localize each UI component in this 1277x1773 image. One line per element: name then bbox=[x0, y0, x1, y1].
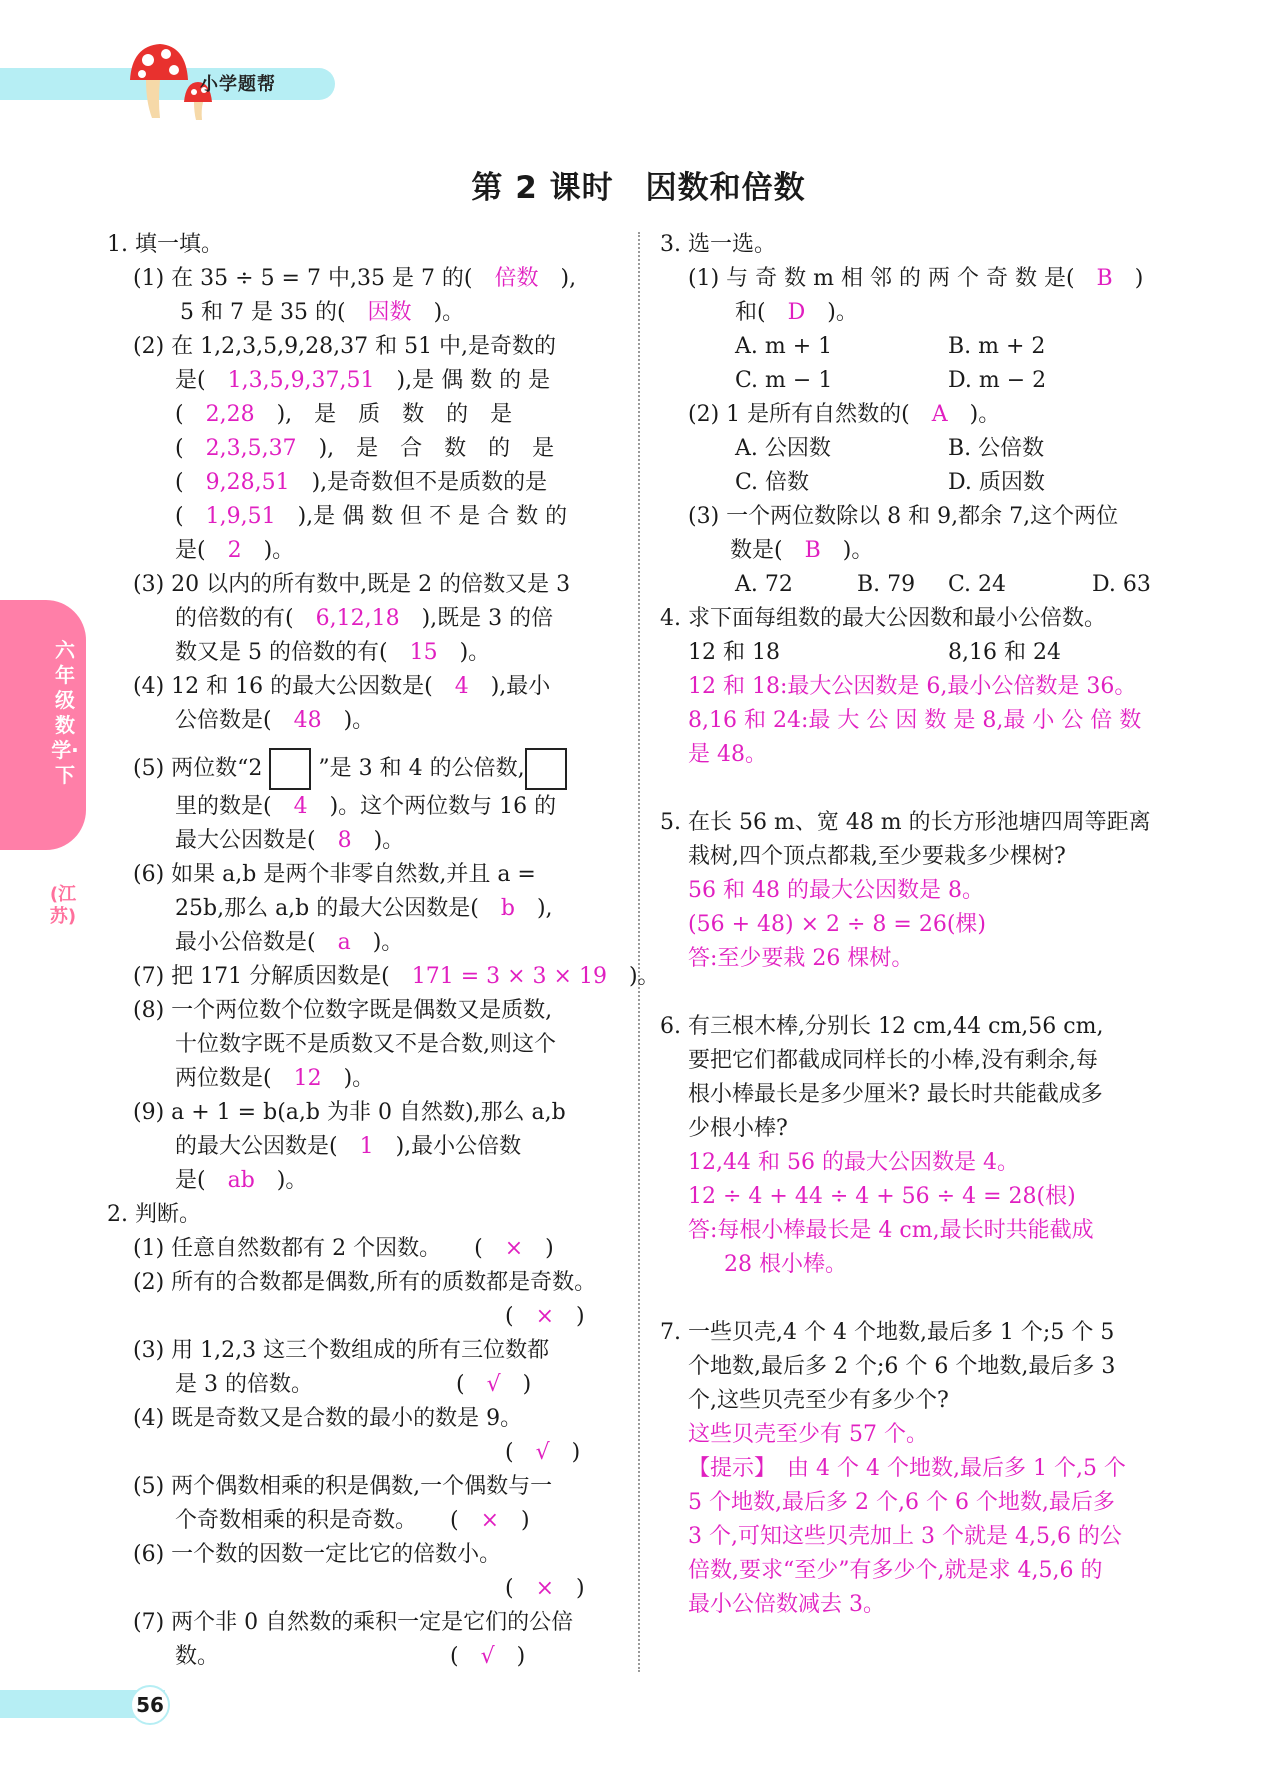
answer-text: B bbox=[1096, 266, 1113, 291]
text-line bbox=[175, 1132, 521, 1162]
question-text: 5. 在长 56 m、宽 48 m 的长方形池塘四周等距离 bbox=[660, 810, 1151, 835]
question-text: 两位数是( bbox=[175, 1066, 294, 1091]
question-text: 最小公倍数是( bbox=[175, 930, 338, 955]
text-line bbox=[688, 1114, 788, 1144]
answer-text: 12 bbox=[293, 1066, 322, 1091]
text-line bbox=[175, 1166, 307, 1196]
answer-text: 8 bbox=[337, 828, 352, 853]
question-text: 最大公因数是( bbox=[175, 828, 338, 853]
text-line bbox=[133, 1608, 573, 1638]
text-line bbox=[735, 570, 793, 600]
text-line bbox=[133, 962, 660, 992]
question-text: )。 bbox=[437, 640, 491, 665]
answer-text: 4 bbox=[454, 674, 469, 699]
answer-text: × bbox=[482, 1236, 546, 1261]
text-line bbox=[735, 332, 832, 362]
text-line bbox=[133, 1472, 552, 1502]
question-text: 里的数是( bbox=[175, 794, 294, 819]
answer-text: A bbox=[931, 402, 948, 427]
text-line bbox=[660, 230, 776, 260]
question-text: ( bbox=[505, 1304, 514, 1329]
answer-text: 6,12,18 bbox=[315, 606, 400, 631]
text-line bbox=[133, 1404, 522, 1434]
answer-text: 最小公倍数减去 3。 bbox=[688, 1592, 885, 1617]
answer-text: 12 和 18:最大公因数是 6,最小公倍数是 36。 bbox=[688, 674, 1137, 699]
question-text: B. m + 2 bbox=[948, 334, 1046, 359]
answer-text: 5 个地数,最后多 2 个,6 个 6 个地数,最后多 bbox=[688, 1490, 1115, 1515]
question-text: 数是( bbox=[730, 538, 805, 563]
text-line bbox=[505, 1302, 585, 1332]
answer-text: √ bbox=[464, 1372, 523, 1397]
text-line bbox=[688, 1386, 949, 1416]
text-line bbox=[948, 468, 1045, 498]
answer-text: 4 bbox=[293, 794, 308, 819]
text-line bbox=[133, 748, 567, 790]
answer-text: 28 根小棒。 bbox=[724, 1252, 847, 1277]
text-line bbox=[175, 826, 404, 856]
text-line bbox=[688, 1590, 885, 1620]
question-text: ), bbox=[514, 896, 553, 921]
answer-text: 15 bbox=[409, 640, 438, 665]
text-line bbox=[688, 638, 780, 668]
text-line bbox=[175, 638, 490, 668]
question-text: ( bbox=[175, 436, 206, 461]
answer-text: 倍数,要求“至少”有多少个,就是求 4,5,6 的 bbox=[688, 1558, 1103, 1583]
text-line bbox=[133, 1336, 549, 1366]
question-text: )。 bbox=[350, 930, 404, 955]
text-line bbox=[133, 860, 536, 890]
text-line bbox=[133, 672, 550, 702]
question-text: 个地数,最后多 2 个;6 个 6 个地数,最后多 3 bbox=[688, 1354, 1116, 1379]
question-text: 要把它们都截成同样长的小棒,没有剩余,每 bbox=[688, 1048, 1098, 1073]
answer-text: 倍数 bbox=[494, 266, 539, 291]
question-text: ) bbox=[576, 1576, 585, 1601]
question-text: ( bbox=[175, 504, 206, 529]
question-text: 1. 填一填。 bbox=[107, 232, 223, 257]
question-text: ),是 偶 数 的 是 bbox=[374, 368, 551, 393]
answer-text: × bbox=[513, 1304, 577, 1329]
answer-text: 1,3,5,9,37,51 bbox=[227, 368, 375, 393]
text-line bbox=[133, 1098, 566, 1128]
text-line bbox=[688, 1522, 1122, 1552]
question-text: 公倍数是( bbox=[175, 708, 294, 733]
text-line bbox=[175, 468, 547, 498]
text-line bbox=[688, 1556, 1102, 1586]
question-text: D. 63 bbox=[1092, 572, 1151, 597]
question-text: 是( bbox=[175, 1168, 228, 1193]
question-text: )。 bbox=[321, 708, 375, 733]
question-text: ),是奇数但不是质数的是 bbox=[289, 470, 548, 495]
answer-text: 3 个,可知这些贝壳加上 3 个就是 4,5,6 的公 bbox=[688, 1524, 1122, 1549]
text-line bbox=[688, 1148, 1019, 1178]
text-line bbox=[857, 570, 915, 600]
question-text: D. m − 2 bbox=[948, 368, 1047, 393]
text-line bbox=[505, 1438, 580, 1468]
text-line bbox=[133, 1268, 596, 1298]
text-line bbox=[660, 1012, 1103, 1042]
text-line bbox=[175, 434, 554, 464]
question-text: (4) 12 和 16 的最大公因数是( bbox=[133, 674, 455, 699]
question-text: ) bbox=[516, 1644, 526, 1669]
question-text: 个奇数相乘的积是奇数。 ( bbox=[175, 1508, 459, 1533]
question-text: C. 24 bbox=[948, 572, 1007, 597]
question-text: A. 公因数 bbox=[735, 436, 831, 461]
question-text: (3) 一个两位数除以 8 和 9,都余 7,这个两位 bbox=[688, 504, 1119, 529]
text-line bbox=[688, 1216, 1094, 1246]
question-text: 2. 判断。 bbox=[107, 1202, 201, 1227]
question-text: 的最大公因数是( bbox=[175, 1134, 360, 1159]
text-line bbox=[175, 536, 294, 566]
text-line bbox=[180, 298, 464, 328]
answer-text: 56 和 48 的最大公因数是 8。 bbox=[688, 878, 984, 903]
question-text: ) bbox=[545, 1236, 554, 1261]
answer-text: 12 ÷ 4 + 44 ÷ 4 + 56 ÷ 4 = 28(根) bbox=[688, 1184, 1076, 1209]
text-line bbox=[175, 1370, 531, 1400]
text-line bbox=[948, 434, 1044, 464]
column-divider bbox=[638, 232, 640, 1672]
answer-text: 因数 bbox=[367, 300, 412, 325]
question-text: (4) 既是奇数又是合数的最小的数是 9。 bbox=[133, 1406, 523, 1431]
text-line bbox=[948, 638, 1061, 668]
text-line bbox=[660, 604, 1106, 634]
text-line bbox=[735, 298, 858, 328]
question-text: ),是 偶 数 但 不 是 合 数 的 bbox=[275, 504, 568, 529]
question-text: ),最小公倍数 bbox=[373, 1134, 522, 1159]
text-line bbox=[107, 230, 223, 260]
text-line bbox=[688, 1352, 1115, 1382]
question-text: ”是 3 和 4 的公倍数, bbox=[311, 756, 525, 781]
answer-text: 这些贝壳至少有 57 个。 bbox=[688, 1422, 928, 1447]
text-line bbox=[735, 366, 832, 396]
answer-text: 8,16 和 24:最 大 公 因 数 是 8,最 小 公 倍 数 bbox=[688, 708, 1142, 733]
text-line bbox=[133, 332, 556, 362]
answer-box bbox=[269, 748, 311, 790]
question-text: (7) 把 171 分解质因数是( bbox=[133, 964, 412, 989]
question-text: )。这个两位数与 16 的 bbox=[307, 794, 557, 819]
question-text: (3) 20 以内的所有数中,既是 2 的倍数又是 3 bbox=[133, 572, 571, 597]
question-text: (8) 一个两位数个位数字既是偶数又是质数, bbox=[133, 998, 553, 1023]
question-text: A. 72 bbox=[735, 572, 793, 597]
answer-text: ab bbox=[227, 1168, 255, 1193]
answer-text: 2,28 bbox=[205, 402, 255, 427]
answer-text: 12,44 和 56 的最大公因数是 4。 bbox=[688, 1150, 1019, 1175]
text-line bbox=[688, 1080, 1103, 1110]
question-text: 根小棒最长是多少厘米? 最长时共能截成多 bbox=[688, 1082, 1103, 1107]
text-line bbox=[133, 264, 576, 294]
question-text: (9) a + 1 = b(a,b 为非 0 自然数),那么 a,b bbox=[133, 1100, 566, 1125]
text-line bbox=[688, 400, 1000, 430]
question-text: 25b,那么 a,b 的最大公因数是( bbox=[175, 896, 501, 921]
text-line bbox=[107, 1200, 201, 1230]
question-text: ) bbox=[576, 1304, 585, 1329]
text-line bbox=[688, 264, 1143, 294]
question-text: 是 3 的倍数。 ( bbox=[175, 1372, 465, 1397]
question-text: ) bbox=[571, 1440, 581, 1465]
question-text: (5) 两位数“2 bbox=[133, 756, 270, 781]
question-text: (1) 在 35 ÷ 5 = 7 中,35 是 7 的( bbox=[133, 266, 495, 291]
answer-text: × bbox=[513, 1576, 577, 1601]
text-line bbox=[660, 1318, 1114, 1348]
answer-text: √ bbox=[458, 1644, 517, 1669]
question-text: (1) 与 奇 数 m 相 邻 的 两 个 奇 数 是( bbox=[688, 266, 1097, 291]
question-text: ( bbox=[505, 1440, 514, 1465]
text-line bbox=[688, 876, 984, 906]
question-text: 是( bbox=[175, 538, 228, 563]
text-line bbox=[948, 332, 1045, 362]
question-text: (1) 任意自然数都有 2 个因数。 ( bbox=[133, 1236, 483, 1261]
answer-text: × bbox=[458, 1508, 522, 1533]
answer-text: b bbox=[500, 896, 515, 921]
question-text: C. 倍数 bbox=[735, 470, 810, 495]
answer-text: 2 bbox=[227, 538, 242, 563]
answer-text: 1 bbox=[359, 1134, 374, 1159]
question-text: (6) 如果 a,b 是两个非零自然数,并且 a = bbox=[133, 862, 536, 887]
question-text: )。 bbox=[820, 538, 874, 563]
text-line bbox=[175, 366, 550, 396]
answer-text: √ bbox=[513, 1440, 572, 1465]
question-text: ) bbox=[1112, 266, 1144, 291]
text-line bbox=[175, 706, 374, 736]
question-text: 个,这些贝壳至少有多少个? bbox=[688, 1388, 949, 1413]
text-line bbox=[133, 1234, 554, 1264]
text-line bbox=[175, 792, 556, 822]
answer-text: 2,3,5,37 bbox=[205, 436, 297, 461]
text-line bbox=[175, 1642, 525, 1672]
text-line bbox=[505, 1574, 585, 1604]
question-text: )。 bbox=[805, 300, 858, 325]
question-text: ), 是 质 数 的 是 bbox=[254, 402, 513, 427]
question-text: ), 是 合 数 的 是 bbox=[296, 436, 555, 461]
text-line bbox=[688, 1046, 1098, 1076]
question-text: ( bbox=[175, 402, 206, 427]
question-text: )。 bbox=[351, 828, 405, 853]
question-text: (7) 两个非 0 自然数的乘积一定是它们的公倍 bbox=[133, 1610, 574, 1635]
text-line bbox=[175, 1030, 556, 1060]
side-tab-label: 六年级数学·下 bbox=[51, 638, 79, 787]
answer-text: 答:每根小棒最长是 4 cm,最长时共能截成 bbox=[688, 1218, 1094, 1243]
question-text: )。 bbox=[241, 538, 295, 563]
text-line bbox=[688, 672, 1136, 702]
question-text: ),最小 bbox=[468, 674, 551, 699]
question-text: B. 公倍数 bbox=[948, 436, 1045, 461]
question-text: ) bbox=[521, 1508, 530, 1533]
question-text: )。 bbox=[321, 1066, 375, 1091]
text-line bbox=[175, 502, 567, 532]
question-text: )。 bbox=[947, 402, 1001, 427]
text-line bbox=[175, 894, 553, 924]
question-text: 数。 ( bbox=[175, 1644, 459, 1669]
question-text: (6) 一个数的因数一定比它的倍数小。 bbox=[133, 1542, 502, 1567]
question-text: 7. 一些贝壳,4 个 4 个地数,最后多 1 个;5 个 5 bbox=[660, 1320, 1115, 1345]
text-line bbox=[688, 502, 1118, 532]
question-text: (3) 用 1,2,3 这三个数组成的所有三位数都 bbox=[133, 1338, 550, 1363]
text-line bbox=[660, 808, 1151, 838]
answer-text: 【提示】 由 4 个 4 个地数,最后多 1 个,5 个 bbox=[688, 1456, 1126, 1481]
question-text: ),既是 3 的倍 bbox=[399, 606, 554, 631]
answer-text: 171 = 3 × 3 × 19 bbox=[411, 964, 607, 989]
question-text: 3. 选一选。 bbox=[660, 232, 776, 257]
question-text: ( bbox=[505, 1576, 514, 1601]
text-line bbox=[688, 1488, 1115, 1518]
text-line bbox=[133, 996, 552, 1026]
text-line bbox=[688, 1182, 1076, 1212]
answer-box bbox=[525, 748, 567, 790]
question-text: ( bbox=[175, 470, 206, 495]
question-text: )。 bbox=[606, 964, 660, 989]
question-text: 8,16 和 24 bbox=[948, 640, 1061, 665]
question-text: 6. 有三根木棒,分别长 12 cm,44 cm,56 cm, bbox=[660, 1014, 1104, 1039]
text-line bbox=[175, 1064, 374, 1094]
page-title: 第 2 课时 因数和倍数 bbox=[471, 170, 806, 206]
question-text: )。 bbox=[411, 300, 465, 325]
question-text: (2) 1 是所有自然数的( bbox=[688, 402, 932, 427]
question-text: D. 质因数 bbox=[948, 470, 1045, 495]
text-line bbox=[175, 928, 403, 958]
answer-text: 答:至少要栽 26 棵树。 bbox=[688, 946, 914, 971]
question-text: ), bbox=[538, 266, 577, 291]
question-text: 十位数字既不是质数又不是合数,则这个 bbox=[175, 1032, 556, 1057]
question-text: 5 和 7 是 35 的( bbox=[180, 300, 368, 325]
side-region-label: (江苏) bbox=[49, 884, 77, 927]
question-text: (5) 两个偶数相乘的积是偶数,一个偶数与一 bbox=[133, 1474, 553, 1499]
text-line bbox=[688, 842, 1066, 872]
text-line bbox=[724, 1250, 847, 1280]
question-text: 栽树,四个顶点都栽,至少要栽多少棵树? bbox=[688, 844, 1066, 869]
text-line bbox=[175, 1506, 530, 1536]
text-line bbox=[688, 1454, 1126, 1484]
answer-text: 48 bbox=[293, 708, 322, 733]
text-line bbox=[688, 1420, 928, 1450]
question-text: 是( bbox=[175, 368, 228, 393]
question-text: 12 和 18 bbox=[688, 640, 780, 665]
question-text: C. m − 1 bbox=[735, 368, 833, 393]
answer-text: (56 + 48) × 2 ÷ 8 = 26(棵) bbox=[688, 912, 986, 937]
question-text: 4. 求下面每组数的最大公因数和最小公倍数。 bbox=[660, 606, 1106, 631]
question-text: 少根小棒? bbox=[688, 1116, 788, 1141]
text-line bbox=[948, 366, 1046, 396]
text-line bbox=[735, 468, 809, 498]
text-line bbox=[688, 944, 913, 974]
answer-text: a bbox=[337, 930, 351, 955]
question-text: (2) 在 1,2,3,5,9,28,37 和 51 中,是奇数的 bbox=[133, 334, 557, 359]
page-number: 56 bbox=[130, 1685, 170, 1725]
text-line bbox=[735, 434, 831, 464]
text-line bbox=[175, 400, 512, 430]
question-text: B. 79 bbox=[857, 572, 916, 597]
question-text: ) bbox=[522, 1372, 532, 1397]
text-line bbox=[730, 536, 873, 566]
question-text: )。 bbox=[254, 1168, 308, 1193]
text-line bbox=[688, 910, 986, 940]
text-line bbox=[688, 706, 1141, 736]
text-line bbox=[1092, 570, 1151, 600]
answer-text: 9,28,51 bbox=[205, 470, 290, 495]
text-line bbox=[948, 570, 1006, 600]
question-text: 和( bbox=[735, 300, 788, 325]
answer-text: B bbox=[804, 538, 821, 563]
text-line bbox=[688, 740, 767, 770]
answer-text: 是 48。 bbox=[688, 742, 767, 767]
question-text: A. m + 1 bbox=[735, 334, 833, 359]
text-line bbox=[175, 604, 553, 634]
answer-text: D bbox=[787, 300, 806, 325]
question-text: 的倍数的有( bbox=[175, 606, 316, 631]
text-line bbox=[133, 570, 570, 600]
text-line bbox=[133, 1540, 501, 1570]
brand-label: 小学题帮 bbox=[200, 74, 276, 95]
answer-text: 1,9,51 bbox=[205, 504, 276, 529]
question-text: 数又是 5 的倍数的有( bbox=[175, 640, 410, 665]
question-text: (2) 所有的合数都是偶数,所有的质数都是奇数。 bbox=[133, 1270, 597, 1295]
